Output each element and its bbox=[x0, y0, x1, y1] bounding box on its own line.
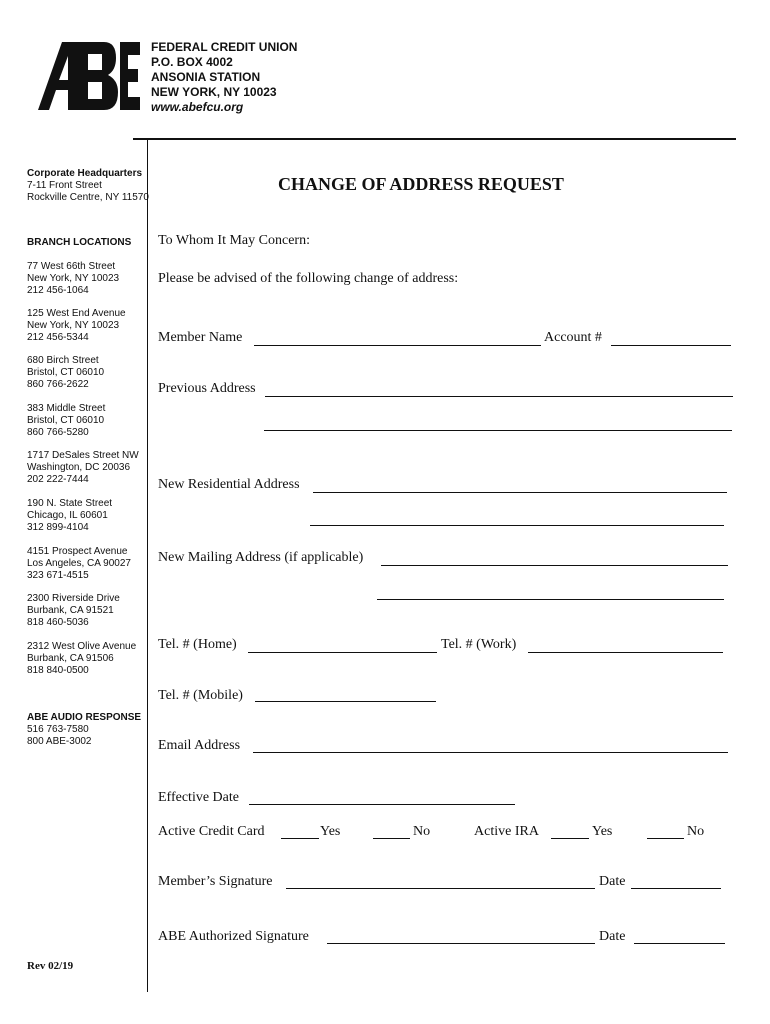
greeting: To Whom It May Concern: bbox=[158, 233, 310, 248]
branch-city: Los Angeles, CA 90027 bbox=[27, 558, 131, 569]
branch-phone: 212 456-1064 bbox=[27, 285, 89, 296]
branch-6 bbox=[27, 546, 131, 582]
new-residential-field-2[interactable] bbox=[310, 525, 724, 526]
sidebar-divider bbox=[147, 140, 148, 992]
abe-date-field[interactable] bbox=[634, 943, 725, 944]
branch-street: 125 West End Avenue bbox=[27, 308, 126, 319]
branch-city: New York, NY 10023 bbox=[27, 320, 120, 331]
audio-phone: 516 763-7580 bbox=[27, 724, 89, 735]
abe-logo bbox=[38, 40, 140, 112]
ira-no-field[interactable] bbox=[647, 838, 684, 839]
branch-street: 190 N. State Street bbox=[27, 498, 113, 509]
new-mailing-field-2[interactable] bbox=[377, 599, 724, 600]
member-signature-label: Member’s Signature bbox=[158, 874, 273, 889]
member-name-label: Member Name bbox=[158, 330, 243, 345]
member-signature-field[interactable] bbox=[286, 888, 595, 889]
station: ANSONIA STATION bbox=[151, 70, 261, 84]
abe-date-label: Date bbox=[599, 929, 626, 944]
account-field[interactable] bbox=[611, 345, 731, 346]
branch-phone: 323 671-4515 bbox=[27, 570, 89, 581]
tel-home-field[interactable] bbox=[248, 652, 437, 653]
website-link[interactable]: www.abefcu.org bbox=[151, 100, 244, 114]
new-residential-label: New Residential Address bbox=[158, 477, 300, 492]
branch-street: 1717 DeSales Street NW bbox=[27, 450, 139, 461]
tel-mobile-label: Tel. # (Mobile) bbox=[158, 688, 243, 703]
branches-title-block bbox=[27, 237, 131, 249]
branch-0 bbox=[27, 261, 119, 297]
org-name: FEDERAL CREDIT UNION bbox=[151, 40, 298, 54]
header-divider bbox=[133, 138, 736, 140]
branch-city: Bristol, CT 06010 bbox=[27, 415, 105, 426]
branch-city: Chicago, IL 60601 bbox=[27, 510, 108, 521]
intro-text: Please be advised of the following change of address: bbox=[158, 271, 459, 286]
branch-city: Washington, DC 20036 bbox=[27, 462, 131, 473]
tel-work-label: Tel. # (Work) bbox=[441, 637, 517, 652]
audio-block bbox=[27, 712, 141, 748]
branch-phone: 860 766-2622 bbox=[27, 379, 89, 390]
active-ira-label: Active IRA bbox=[474, 824, 539, 839]
credit-card-no-field[interactable] bbox=[373, 838, 410, 839]
credit-card-yes-field[interactable] bbox=[281, 838, 319, 839]
branch-phone: 860 766-5280 bbox=[27, 427, 89, 438]
branch-3 bbox=[27, 403, 105, 439]
hq-line: Rockville Centre, NY 11570 bbox=[27, 192, 149, 203]
member-date-field[interactable] bbox=[631, 888, 721, 889]
tel-mobile-field[interactable] bbox=[255, 701, 436, 702]
branch-street: 2312 West Olive Avenue bbox=[27, 641, 137, 652]
ira-yes-label: Yes bbox=[592, 824, 613, 839]
email-field[interactable] bbox=[253, 752, 728, 753]
abe-signature-field[interactable] bbox=[327, 943, 595, 944]
previous-address-label: Previous Address bbox=[158, 381, 256, 396]
branch-phone: 212 456-5344 bbox=[27, 332, 89, 343]
branch-street: 77 West 66th Street bbox=[27, 261, 116, 272]
account-label: Account # bbox=[544, 330, 602, 345]
city-line: NEW YORK, NY 10023 bbox=[151, 85, 277, 99]
branch-8 bbox=[27, 641, 136, 677]
branch-city: Burbank, CA 91506 bbox=[27, 653, 114, 664]
branch-phone: 818 460-5036 bbox=[27, 617, 89, 628]
po-box: P.O. BOX 4002 bbox=[151, 55, 233, 69]
audio-phone: 800 ABE-3002 bbox=[27, 736, 92, 747]
member-date-label: Date bbox=[599, 874, 626, 889]
tel-home-label: Tel. # (Home) bbox=[158, 637, 237, 652]
branch-2 bbox=[27, 355, 104, 391]
branch-phone: 818 840-0500 bbox=[27, 665, 89, 676]
effective-date-label: Effective Date bbox=[158, 790, 239, 805]
credit-card-no-label: No bbox=[413, 824, 431, 839]
branch-street: 2300 Riverside Drive bbox=[27, 593, 120, 604]
member-name-field[interactable] bbox=[254, 345, 541, 346]
branch-phone: 312 899-4104 bbox=[27, 522, 89, 533]
branch-phone: 202 222-7444 bbox=[27, 474, 89, 485]
tel-work-field[interactable] bbox=[528, 652, 723, 653]
new-mailing-field[interactable] bbox=[381, 565, 728, 566]
abe-signature-label: ABE Authorized Signature bbox=[158, 929, 309, 944]
org-address bbox=[151, 40, 297, 115]
branch-4 bbox=[27, 450, 139, 486]
branch-1 bbox=[27, 308, 126, 344]
ira-yes-field[interactable] bbox=[551, 838, 589, 839]
effective-date-field[interactable] bbox=[249, 804, 515, 805]
branch-street: 383 Middle Street bbox=[27, 403, 106, 414]
branch-5 bbox=[27, 498, 112, 534]
page-title: CHANGE OF ADDRESS REQUEST bbox=[278, 174, 564, 194]
audio-title: ABE AUDIO RESPONSE bbox=[27, 712, 142, 723]
revision-label: Rev 02/19 bbox=[27, 960, 74, 972]
branch-city: New York, NY 10023 bbox=[27, 273, 120, 284]
branch-city: Bristol, CT 06010 bbox=[27, 367, 105, 378]
new-mailing-label: New Mailing Address (if applicable) bbox=[158, 550, 364, 565]
ira-no-label: No bbox=[687, 824, 705, 839]
email-label: Email Address bbox=[158, 738, 241, 753]
branch-street: 680 Birch Street bbox=[27, 355, 99, 366]
hq-block bbox=[27, 168, 149, 204]
active-credit-card-label: Active Credit Card bbox=[158, 824, 265, 839]
credit-card-yes-label: Yes bbox=[320, 824, 341, 839]
branch-7 bbox=[27, 593, 120, 629]
previous-address-field[interactable] bbox=[265, 396, 733, 397]
branch-city: Burbank, CA 91521 bbox=[27, 605, 114, 616]
branches-title: BRANCH LOCATIONS bbox=[27, 237, 132, 248]
branch-street: 4151 Prospect Avenue bbox=[27, 546, 128, 557]
previous-address-field-2[interactable] bbox=[264, 430, 732, 431]
hq-title: Corporate Headquarters bbox=[27, 168, 143, 179]
hq-line: 7-11 Front Street bbox=[27, 180, 102, 191]
new-residential-field[interactable] bbox=[313, 492, 727, 493]
